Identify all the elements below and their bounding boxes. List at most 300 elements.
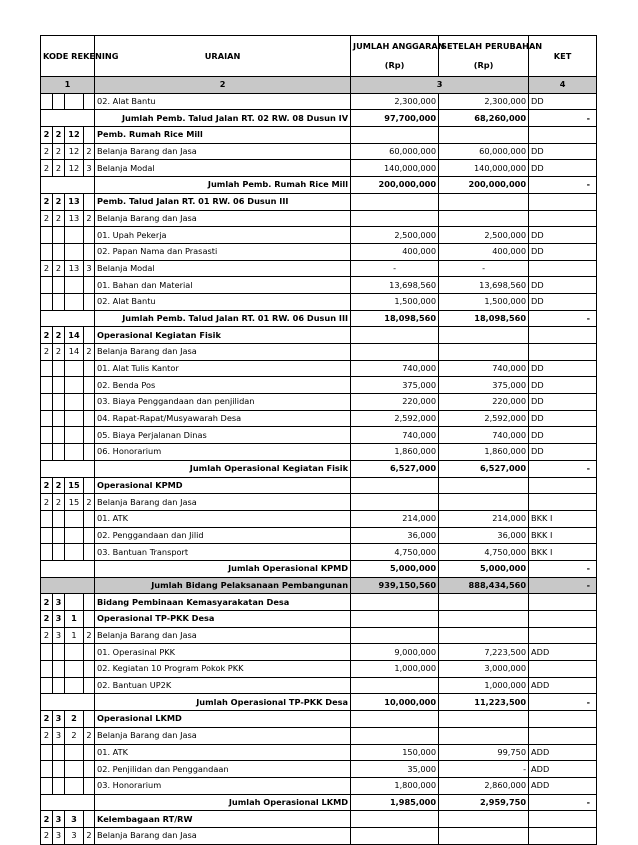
kode-cell xyxy=(84,277,95,294)
setelah-perubahan-cell xyxy=(439,127,529,144)
uraian-cell: Belanja Barang dan Jasa xyxy=(95,727,351,744)
table-row xyxy=(41,243,597,260)
kode-cell: 13 xyxy=(65,210,84,227)
kode-cell xyxy=(84,93,95,110)
uraian-cell: Pemb. Rumah Rice Mill xyxy=(95,127,351,144)
kode-cell xyxy=(41,243,53,260)
kode-cell xyxy=(53,444,65,461)
uraian-cell: Belanja Modal xyxy=(95,160,351,177)
kode-cell: 14 xyxy=(65,327,84,344)
uraian-cell: Jumlah Pemb. Talud Jalan RT. 01 RW. 06 Dusun III xyxy=(95,310,351,327)
ket-cell: - xyxy=(529,560,597,577)
uraian-cell: Belanja Barang dan Jasa xyxy=(95,827,351,844)
kode-cell: 2 xyxy=(41,127,53,144)
kode-cell: 2 xyxy=(53,344,65,361)
jumlah-anggaran-cell: 740,000 xyxy=(351,360,439,377)
jumlah-anggaran-cell xyxy=(351,827,439,844)
ket-cell xyxy=(529,627,597,644)
jumlah-anggaran-cell xyxy=(351,193,439,210)
column-number: 2 xyxy=(95,77,351,94)
table-row xyxy=(41,677,597,694)
kode-cell xyxy=(65,761,84,778)
total-row xyxy=(41,460,597,477)
uraian-cell: Jumlah Operasional Kegiatan Fisik xyxy=(95,460,351,477)
kode-cell: 2 xyxy=(41,711,53,728)
kode-cell xyxy=(41,394,53,411)
kode-cell xyxy=(84,644,95,661)
jumlah-anggaran-cell: 214,000 xyxy=(351,510,439,527)
ket-cell xyxy=(529,477,597,494)
kode-cell xyxy=(84,394,95,411)
jumlah-anggaran-cell: 1,860,000 xyxy=(351,444,439,461)
setelah-perubahan-cell: 740,000 xyxy=(439,427,529,444)
jumlah-anggaran-cell xyxy=(351,127,439,144)
ket-cell: DD xyxy=(529,93,597,110)
setelah-perubahan-cell xyxy=(439,477,529,494)
setelah-perubahan-cell xyxy=(439,827,529,844)
jumlah-anggaran-cell: 10,000,000 xyxy=(351,694,439,711)
uraian-cell: Bidang Pembinaan Kemasyarakatan Desa xyxy=(95,594,351,611)
kode-cell xyxy=(84,477,95,494)
kode-cell xyxy=(65,227,84,244)
ket-cell: BKK I xyxy=(529,544,597,561)
uraian-cell: Belanja Barang dan Jasa xyxy=(95,210,351,227)
ket-cell: ADD xyxy=(529,777,597,794)
kode-cell: 15 xyxy=(65,494,84,511)
setelah-perubahan-cell: 6,527,000 xyxy=(439,460,529,477)
setelah-perubahan-cell: 2,959,750 xyxy=(439,794,529,811)
kode-cell: 2 xyxy=(41,477,53,494)
kode-cell xyxy=(41,310,95,327)
kode-cell xyxy=(84,811,95,828)
uraian-cell: 02. Alat Bantu xyxy=(95,93,351,110)
setelah-perubahan-cell: 2,300,000 xyxy=(439,93,529,110)
kode-cell xyxy=(53,360,65,377)
kode-cell: 3 xyxy=(53,727,65,744)
ket-cell: DD xyxy=(529,410,597,427)
kode-cell xyxy=(53,293,65,310)
jumlah-anggaran-cell: 9,000,000 xyxy=(351,644,439,661)
jumlah-anggaran-cell: - xyxy=(351,260,439,277)
jumlah-anggaran-cell: 1,985,000 xyxy=(351,794,439,811)
setelah-perubahan-cell xyxy=(439,627,529,644)
kode-cell: 3 xyxy=(53,627,65,644)
setelah-perubahan-cell: 888,434,560 xyxy=(439,577,529,594)
setelah-perubahan-cell: 3,000,000 xyxy=(439,661,529,678)
header-jumlah-anggaran xyxy=(351,36,445,77)
kode-cell: 2 xyxy=(84,210,95,227)
kode-cell: 12 xyxy=(65,160,84,177)
header-rp-label: (Rp) xyxy=(384,60,405,70)
kode-cell xyxy=(53,644,65,661)
header-uraian: URAIAN xyxy=(95,36,351,77)
jumlah-anggaran-cell xyxy=(351,477,439,494)
setelah-perubahan-cell: 375,000 xyxy=(439,377,529,394)
table-row xyxy=(41,661,597,678)
table-row xyxy=(41,93,597,110)
setelah-perubahan-cell: 1,500,000 xyxy=(439,293,529,310)
kode-cell xyxy=(41,377,53,394)
kode-cell xyxy=(41,777,53,794)
header-ket: KET xyxy=(529,36,597,77)
table-row xyxy=(41,761,597,778)
section-row xyxy=(41,127,597,144)
setelah-perubahan-cell xyxy=(439,811,529,828)
kode-cell: 2 xyxy=(53,127,65,144)
table-row xyxy=(41,510,597,527)
column-number: 3 xyxy=(351,77,529,94)
grand-row xyxy=(41,577,597,594)
ket-cell: - xyxy=(529,460,597,477)
ket-cell: DD xyxy=(529,427,597,444)
table-row xyxy=(41,344,597,361)
uraian-cell: Operasional KPMD xyxy=(95,477,351,494)
ket-cell: ADD xyxy=(529,761,597,778)
kode-cell xyxy=(53,410,65,427)
kode-cell xyxy=(53,761,65,778)
kode-cell: 2 xyxy=(53,327,65,344)
uraian-cell: Belanja Barang dan Jasa xyxy=(95,344,351,361)
jumlah-anggaran-cell: 939,150,560 xyxy=(351,577,439,594)
kode-cell: 3 xyxy=(53,711,65,728)
kode-cell xyxy=(84,594,95,611)
ket-cell: DD xyxy=(529,394,597,411)
setelah-perubahan-cell: 99,750 xyxy=(439,744,529,761)
uraian-cell: Kelembagaan RT/RW xyxy=(95,811,351,828)
uraian-cell: Belanja Modal xyxy=(95,260,351,277)
setelah-perubahan-cell: 400,000 xyxy=(439,243,529,260)
ket-cell xyxy=(529,327,597,344)
kode-cell xyxy=(53,527,65,544)
kode-cell: 2 xyxy=(84,727,95,744)
uraian-cell: 03. Biaya Penggandaan dan penjilidan xyxy=(95,394,351,411)
jumlah-anggaran-cell: 140,000,000 xyxy=(351,160,439,177)
kode-cell xyxy=(65,410,84,427)
kode-cell: 15 xyxy=(65,477,84,494)
kode-cell: 12 xyxy=(65,127,84,144)
uraian-cell: 02. Penggandaan dan Jilid xyxy=(95,527,351,544)
kode-cell xyxy=(41,661,53,678)
ket-cell xyxy=(529,210,597,227)
setelah-perubahan-cell: 214,000 xyxy=(439,510,529,527)
kode-cell xyxy=(65,744,84,761)
kode-cell xyxy=(65,544,84,561)
table-row xyxy=(41,277,597,294)
setelah-perubahan-cell: 60,000,000 xyxy=(439,143,529,160)
kode-cell: 2 xyxy=(84,494,95,511)
table-row xyxy=(41,427,597,444)
kode-cell xyxy=(84,327,95,344)
kode-cell xyxy=(53,661,65,678)
uraian-cell: 06. Honorarium xyxy=(95,444,351,461)
ket-cell: - xyxy=(529,310,597,327)
ket-cell: DD xyxy=(529,293,597,310)
kode-cell: 2 xyxy=(84,827,95,844)
kode-cell xyxy=(84,544,95,561)
uraian-cell: 02. Papan Nama dan Prasasti xyxy=(95,243,351,260)
kode-cell: 2 xyxy=(53,143,65,160)
ket-cell xyxy=(529,727,597,744)
ket-cell: DD xyxy=(529,444,597,461)
uraian-cell: Jumlah Pemb. Talud Jalan RT. 02 RW. 08 Dusun IV xyxy=(95,110,351,127)
kode-cell xyxy=(84,744,95,761)
uraian-cell: Operasional Kegiatan Fisik xyxy=(95,327,351,344)
total-row xyxy=(41,794,597,811)
kode-cell: 13 xyxy=(65,260,84,277)
kode-cell xyxy=(41,577,95,594)
header-rp-label: (Rp) xyxy=(473,60,494,70)
kode-cell xyxy=(84,661,95,678)
uraian-cell: Jumlah Operasional TP-PKK Desa xyxy=(95,694,351,711)
jumlah-anggaran-cell: 4,750,000 xyxy=(351,544,439,561)
kode-cell xyxy=(84,527,95,544)
kode-cell xyxy=(41,410,53,427)
kode-cell: 2 xyxy=(41,611,53,628)
kode-cell xyxy=(53,744,65,761)
header-kode-rekening: KODE REKENING xyxy=(41,36,95,77)
kode-cell: 13 xyxy=(65,193,84,210)
jumlah-anggaran-cell xyxy=(351,627,439,644)
uraian-cell: Belanja Barang dan Jasa xyxy=(95,627,351,644)
kode-cell xyxy=(65,777,84,794)
uraian-cell: 02. Bantuan UP2K xyxy=(95,677,351,694)
kode-cell: 2 xyxy=(53,210,65,227)
section-row xyxy=(41,594,597,611)
jumlah-anggaran-cell xyxy=(351,727,439,744)
uraian-cell: 01. Bahan dan Material xyxy=(95,277,351,294)
budget-table xyxy=(40,35,597,845)
total-row xyxy=(41,694,597,711)
ket-cell xyxy=(529,661,597,678)
setelah-perubahan-cell xyxy=(439,611,529,628)
kode-cell xyxy=(41,644,53,661)
table-row xyxy=(41,644,597,661)
jumlah-anggaran-cell xyxy=(351,594,439,611)
setelah-perubahan-cell xyxy=(439,344,529,361)
jumlah-anggaran-cell xyxy=(351,711,439,728)
kode-cell: 3 xyxy=(53,827,65,844)
kode-cell xyxy=(65,243,84,260)
jumlah-anggaran-cell: 2,592,000 xyxy=(351,410,439,427)
kode-cell: 3 xyxy=(65,827,84,844)
uraian-cell: 02. Kegiatan 10 Program Pokok PKK xyxy=(95,661,351,678)
kode-cell xyxy=(41,293,53,310)
setelah-perubahan-cell xyxy=(439,327,529,344)
total-row xyxy=(41,560,597,577)
jumlah-anggaran-cell xyxy=(351,677,439,694)
total-row xyxy=(41,110,597,127)
kode-cell xyxy=(84,611,95,628)
kode-cell xyxy=(41,177,95,194)
kode-cell: 2 xyxy=(41,594,53,611)
kode-cell xyxy=(41,527,53,544)
setelah-perubahan-cell xyxy=(439,193,529,210)
kode-cell xyxy=(53,777,65,794)
uraian-cell: Pemb. Talud Jalan RT. 01 RW. 06 Dusun III xyxy=(95,193,351,210)
kode-cell xyxy=(84,293,95,310)
ket-cell xyxy=(529,494,597,511)
jumlah-anggaran-cell: 2,300,000 xyxy=(351,93,439,110)
kode-cell xyxy=(41,110,95,127)
jumlah-anggaran-cell: 150,000 xyxy=(351,744,439,761)
ket-cell xyxy=(529,193,597,210)
kode-cell xyxy=(41,427,53,444)
kode-cell xyxy=(41,444,53,461)
uraian-cell: 02. Benda Pos xyxy=(95,377,351,394)
jumlah-anggaran-cell: 1,800,000 xyxy=(351,777,439,794)
setelah-perubahan-cell: - xyxy=(439,260,529,277)
setelah-perubahan-cell: 5,000,000 xyxy=(439,560,529,577)
setelah-perubahan-cell: 36,000 xyxy=(439,527,529,544)
header-jumlah-anggaran-label: JUMLAH ANGGARAN xyxy=(353,41,445,51)
setelah-perubahan-cell: 11,223,500 xyxy=(439,694,529,711)
kode-cell: 2 xyxy=(41,143,53,160)
kode-cell xyxy=(41,460,95,477)
kode-cell xyxy=(53,227,65,244)
ket-cell: DD xyxy=(529,360,597,377)
kode-cell xyxy=(84,444,95,461)
setelah-perubahan-cell xyxy=(439,727,529,744)
kode-cell xyxy=(53,510,65,527)
jumlah-anggaran-cell: 740,000 xyxy=(351,427,439,444)
table-row xyxy=(41,444,597,461)
setelah-perubahan-cell: 2,592,000 xyxy=(439,410,529,427)
kode-cell xyxy=(65,644,84,661)
ket-cell xyxy=(529,260,597,277)
jumlah-anggaran-cell: 60,000,000 xyxy=(351,143,439,160)
kode-cell xyxy=(84,761,95,778)
uraian-cell: Operasional LKMD xyxy=(95,711,351,728)
ket-cell: DD xyxy=(529,277,597,294)
kode-cell: 3 xyxy=(65,811,84,828)
table-row xyxy=(41,227,597,244)
kode-cell xyxy=(41,694,95,711)
kode-cell xyxy=(53,243,65,260)
kode-cell xyxy=(65,527,84,544)
uraian-cell: 02. Alat Bantu xyxy=(95,293,351,310)
kode-cell xyxy=(84,127,95,144)
kode-cell xyxy=(84,427,95,444)
kode-cell xyxy=(53,277,65,294)
kode-cell xyxy=(41,677,53,694)
jumlah-anggaran-cell xyxy=(351,611,439,628)
jumlah-anggaran-cell: 2,500,000 xyxy=(351,227,439,244)
total-row xyxy=(41,310,597,327)
jumlah-anggaran-cell xyxy=(351,811,439,828)
setelah-perubahan-cell xyxy=(439,594,529,611)
jumlah-anggaran-cell: 200,000,000 xyxy=(351,177,439,194)
column-number-row xyxy=(41,77,597,94)
setelah-perubahan-cell: 1,860,000 xyxy=(439,444,529,461)
kode-cell xyxy=(41,277,53,294)
ket-cell: - xyxy=(529,694,597,711)
ket-cell: DD xyxy=(529,243,597,260)
jumlah-anggaran-cell: 35,000 xyxy=(351,761,439,778)
kode-cell: 3 xyxy=(53,611,65,628)
jumlah-anggaran-cell: 18,098,560 xyxy=(351,310,439,327)
setelah-perubahan-cell: 2,500,000 xyxy=(439,227,529,244)
section-row xyxy=(41,193,597,210)
table-row xyxy=(41,260,597,277)
kode-cell xyxy=(41,744,53,761)
kode-cell xyxy=(65,444,84,461)
kode-cell: 2 xyxy=(53,160,65,177)
kode-cell xyxy=(41,510,53,527)
total-row xyxy=(41,177,597,194)
kode-cell: 3 xyxy=(53,594,65,611)
setelah-perubahan-cell: 68,260,000 xyxy=(439,110,529,127)
uraian-cell: Jumlah Operasional KPMD xyxy=(95,560,351,577)
jumlah-anggaran-cell: 13,698,560 xyxy=(351,277,439,294)
kode-cell: 14 xyxy=(65,344,84,361)
kode-cell xyxy=(53,677,65,694)
setelah-perubahan-cell xyxy=(439,210,529,227)
kode-cell: 2 xyxy=(41,193,53,210)
table-row xyxy=(41,527,597,544)
kode-cell: 2 xyxy=(41,210,53,227)
section-row xyxy=(41,711,597,728)
kode-cell xyxy=(65,677,84,694)
ket-cell xyxy=(529,594,597,611)
ket-cell: BKK I xyxy=(529,527,597,544)
kode-cell: 2 xyxy=(41,344,53,361)
ket-cell xyxy=(529,344,597,361)
setelah-perubahan-cell: - xyxy=(439,761,529,778)
ket-cell xyxy=(529,611,597,628)
uraian-cell: 05. Biaya Perjalanan Dinas xyxy=(95,427,351,444)
setelah-perubahan-cell: 2,860,000 xyxy=(439,777,529,794)
uraian-cell: Belanja Barang dan Jasa xyxy=(95,494,351,511)
ket-cell: ADD xyxy=(529,644,597,661)
setelah-perubahan-cell: 1,000,000 xyxy=(439,677,529,694)
ket-cell: DD xyxy=(529,160,597,177)
jumlah-anggaran-cell: 97,700,000 xyxy=(351,110,439,127)
ket-cell: DD xyxy=(529,377,597,394)
table-row xyxy=(41,377,597,394)
kode-cell: 2 xyxy=(41,327,53,344)
kode-cell xyxy=(65,360,84,377)
kode-cell: 12 xyxy=(65,143,84,160)
jumlah-anggaran-cell xyxy=(351,210,439,227)
kode-cell: 2 xyxy=(84,627,95,644)
table-body xyxy=(41,36,597,845)
jumlah-anggaran-cell: 6,527,000 xyxy=(351,460,439,477)
kode-cell: 2 xyxy=(41,827,53,844)
kode-cell: 2 xyxy=(84,143,95,160)
section-row xyxy=(41,477,597,494)
kode-cell xyxy=(41,544,53,561)
kode-cell xyxy=(84,677,95,694)
table-row xyxy=(41,727,597,744)
setelah-perubahan-cell: 4,750,000 xyxy=(439,544,529,561)
kode-cell xyxy=(53,427,65,444)
kode-cell xyxy=(65,277,84,294)
ket-cell xyxy=(529,711,597,728)
jumlah-anggaran-cell: 5,000,000 xyxy=(351,560,439,577)
setelah-perubahan-cell: 13,698,560 xyxy=(439,277,529,294)
uraian-cell: 01. Operasinal PKK xyxy=(95,644,351,661)
uraian-cell: Belanja Barang dan Jasa xyxy=(95,143,351,160)
table-row xyxy=(41,293,597,310)
ket-cell xyxy=(529,127,597,144)
ket-cell: - xyxy=(529,177,597,194)
kode-cell xyxy=(84,410,95,427)
table-row xyxy=(41,360,597,377)
kode-cell xyxy=(84,243,95,260)
ket-cell xyxy=(529,811,597,828)
uraian-cell: Jumlah Bidang Pelaksanaan Pembangunan xyxy=(95,577,351,594)
ket-cell: DD xyxy=(529,227,597,244)
